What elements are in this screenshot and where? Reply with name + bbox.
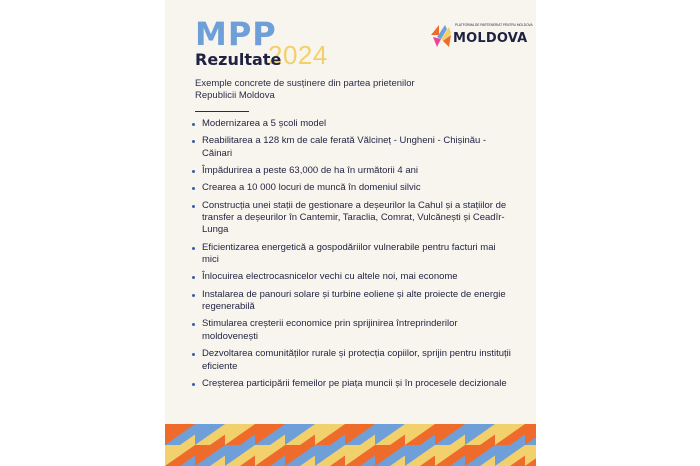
list-item [192, 200, 512, 237]
bullet-icon [192, 123, 195, 126]
bullet-icon [192, 170, 195, 173]
moldova-logo-mark-icon [429, 19, 453, 49]
list-item [192, 348, 512, 373]
list-item [192, 135, 512, 160]
list-item-text: Creșterea participării femeilor pe piața muncii și în procesele decizionale [202, 377, 507, 389]
results-list [192, 118, 512, 395]
title-mpp: MPP [195, 15, 277, 53]
list-item-text: Stimularea creșterii economice prin sprijinirea întreprinderilor moldovenești [202, 318, 458, 342]
decorative-pattern [165, 424, 536, 466]
logo-tagline: PLATFORMA DE PARTENERIAT PENTRU MOLDOVA [455, 23, 533, 27]
list-item [192, 242, 512, 267]
bullet-icon [192, 353, 195, 356]
results-card [165, 0, 536, 466]
list-item-text: Construcția unei stații de gestionare a deșeurilor la Cahul și a stațiilor de transfer a deșeurilor în Cantemir, Taraclia, Comrat, Vulcănești și Ceadîr-Lunga [202, 199, 507, 236]
list-item [192, 318, 512, 343]
list-item [192, 182, 512, 194]
list-item-text: Dezvoltarea comunităților rurale și protecția copiilor, sprijin pentru instituții eficiente [202, 348, 511, 372]
bullet-icon [192, 205, 195, 208]
list-item-text: Crearea a 10 000 locuri de muncă în domeniul silvic [202, 182, 421, 194]
list-item [192, 289, 512, 314]
bullet-icon [192, 276, 195, 279]
list-item [192, 271, 512, 283]
bullet-icon [192, 383, 195, 386]
title-year: 2024 [268, 40, 328, 70]
list-item-text: Modernizarea a 5 școli model [202, 118, 327, 129]
moldova-logo [429, 18, 533, 50]
list-item-text: Împădurirea a peste 63,000 de ha în următorii 4 ani [202, 165, 418, 176]
list-item-text: Instalarea de panouri solare și turbine eoliene și alte proiecte de energie regenerabilă [202, 288, 506, 313]
logo-wordmark: MOLDOVA [453, 31, 528, 46]
subtitle: Exemple concrete de susținere din partea prietenilor Republicii Moldova [195, 78, 415, 101]
bullet-icon [192, 247, 195, 250]
bullet-icon [192, 323, 195, 326]
bullet-icon [192, 187, 195, 190]
divider [195, 111, 249, 112]
list-item [192, 165, 512, 177]
list-item-text: Înlocuirea electrocasnicelor vechi cu altele noi, mai econome [202, 271, 458, 283]
title-rezultate: Rezultate [195, 50, 282, 69]
list-item [192, 118, 512, 130]
list-item [192, 378, 512, 390]
list-item-text: Reabilitarea a 128 km de cale ferată Vălcineț - Ungheni - Chișinău - Căinari [202, 135, 487, 159]
list-item-text: Eficientizarea energetică a gospodăriilor vulnerabile pentru facturi mai mici [202, 241, 496, 266]
bullet-icon [192, 294, 195, 297]
bullet-icon [192, 140, 195, 143]
